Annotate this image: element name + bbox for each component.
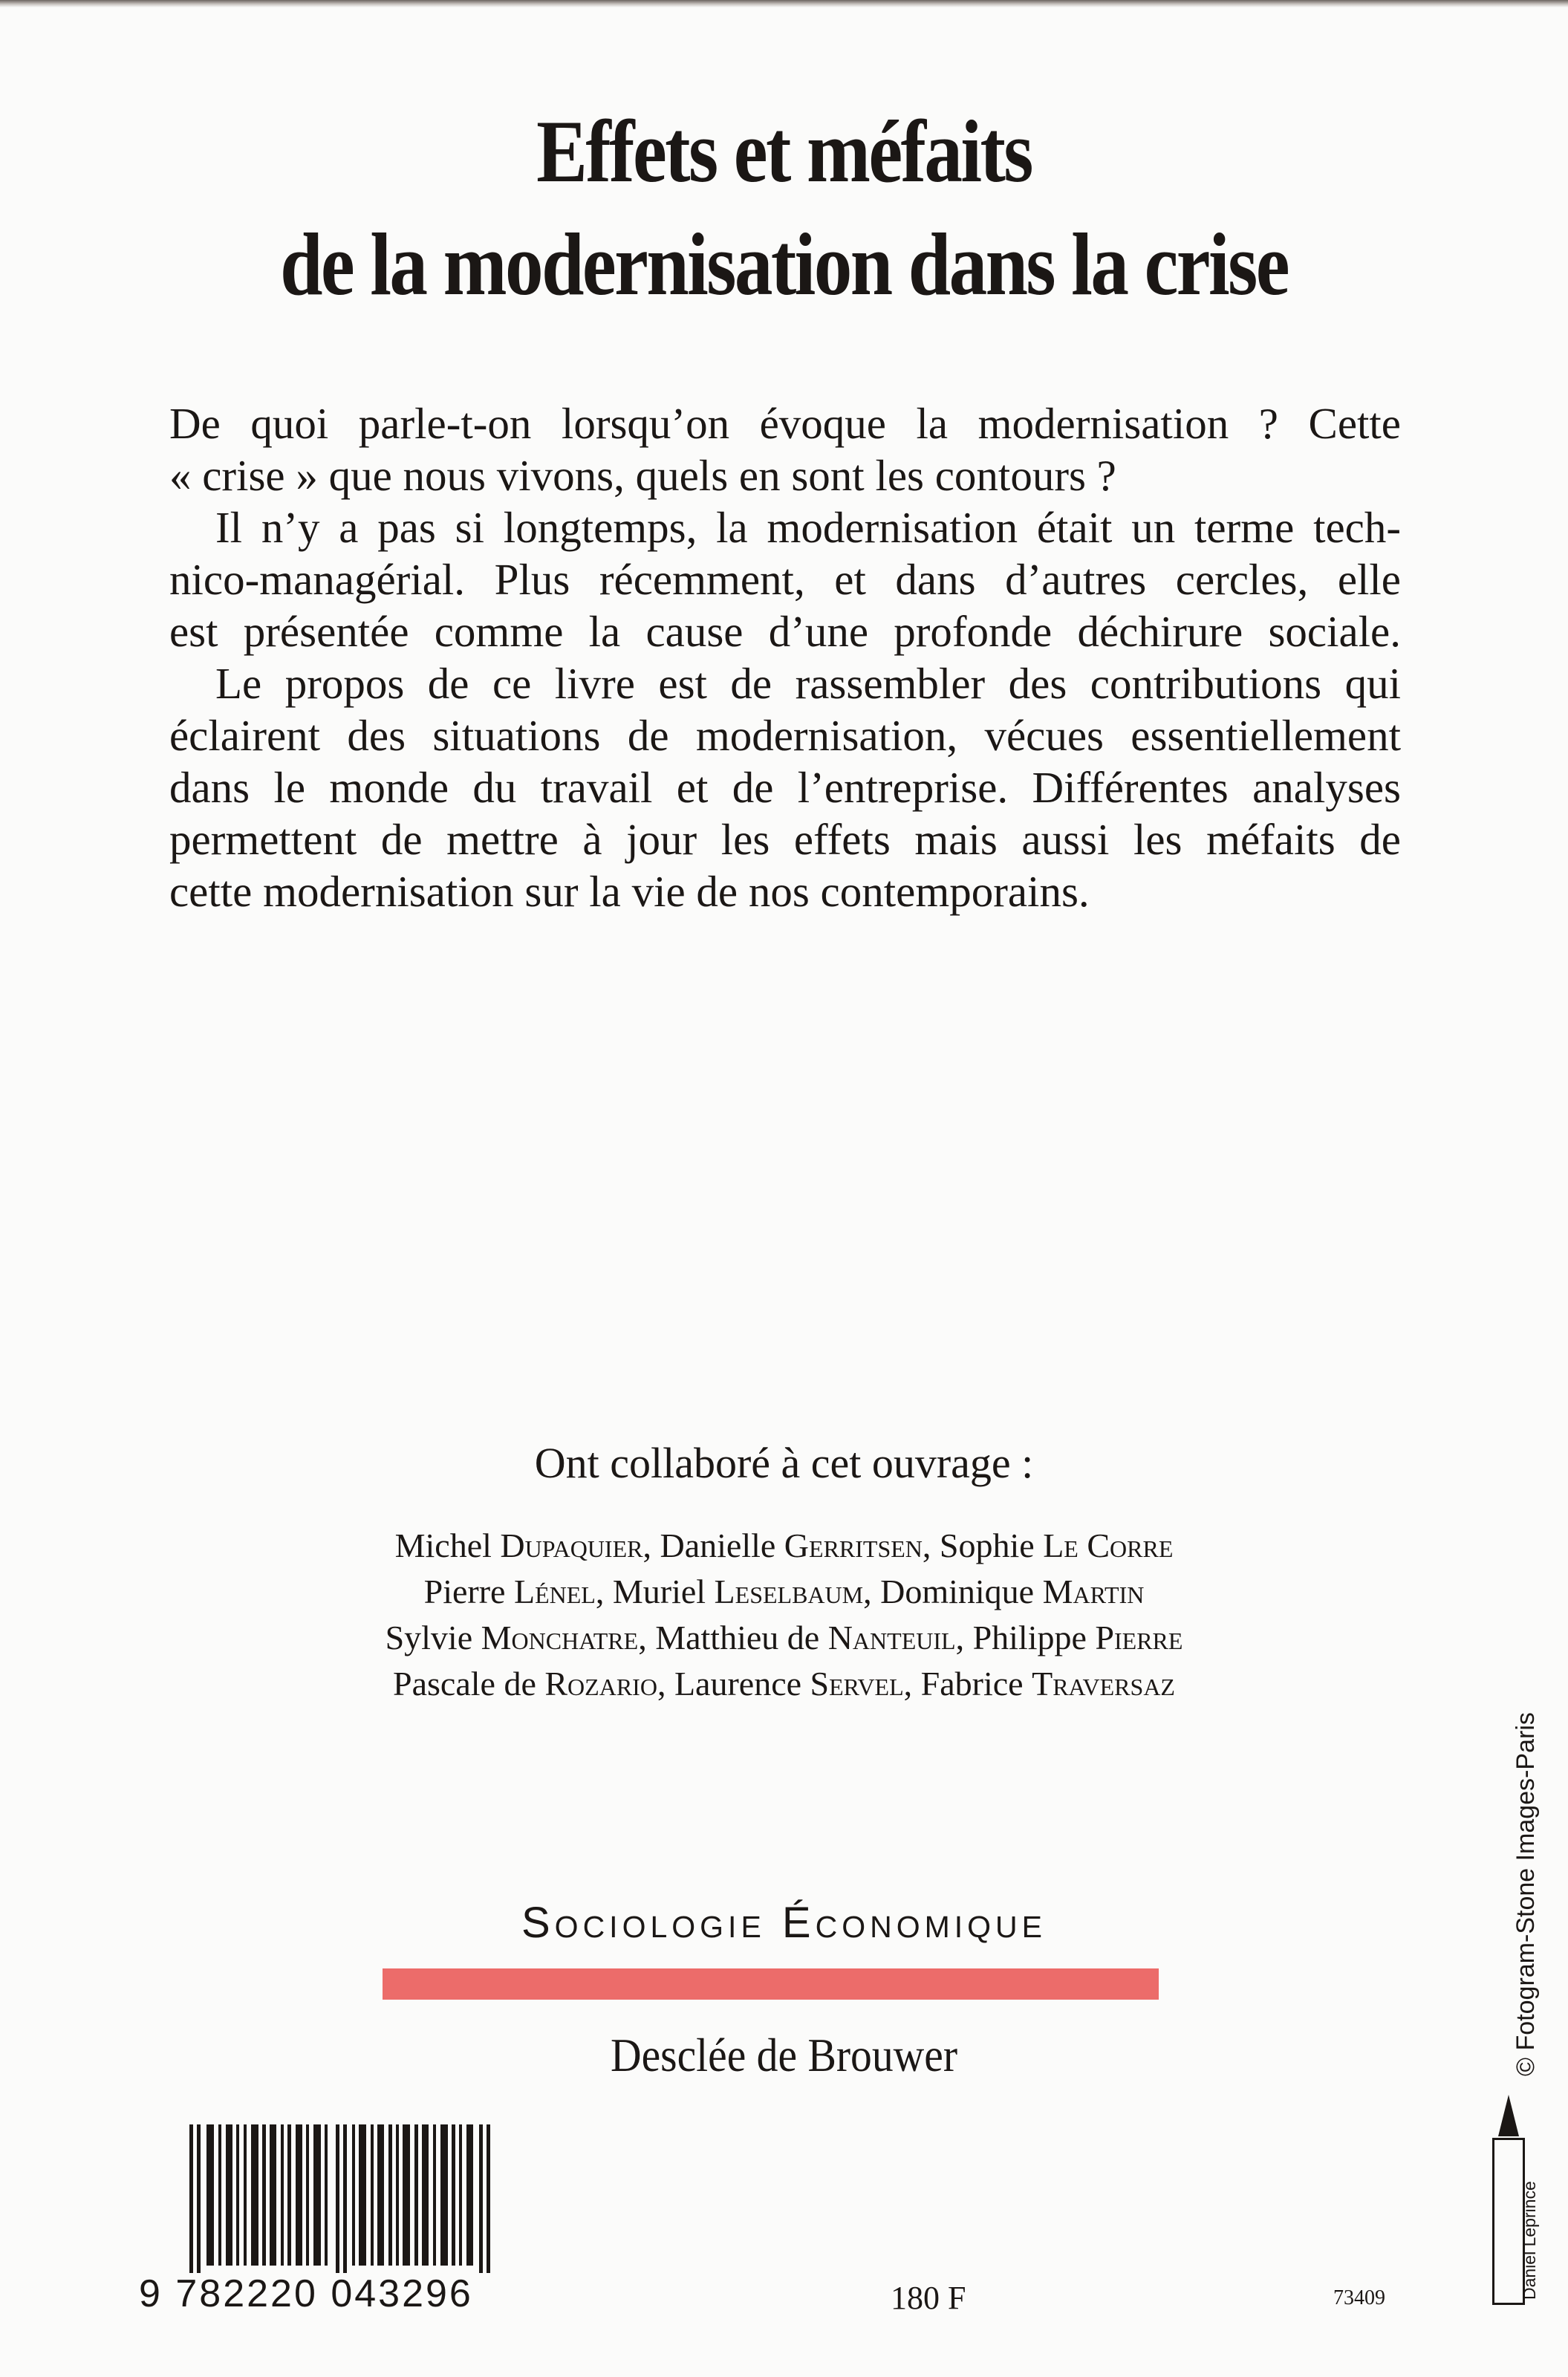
contributor-first-name: Muriel [612, 1573, 706, 1610]
contributor-first-name: Sophie [939, 1526, 1035, 1564]
contributor-first-name: Dominique [880, 1573, 1035, 1610]
blurb-line: cette modernisation sur la vie de nos contemporains. [169, 867, 1090, 916]
blurb-line: éclairent des situations de modernisation, vécues essentiellement [169, 711, 1401, 760]
contributor-last-name: Martin [1042, 1573, 1145, 1610]
contributor-first-name: Pascale de [393, 1665, 536, 1703]
contributors-row: Michel Dupaquier, Danielle Gerritsen, Sophie Le Corre [394, 1526, 1174, 1564]
contributor-last-name: Servel [810, 1665, 904, 1703]
contributor-first-name: Laurence [674, 1665, 802, 1703]
contributor-last-name: Monchatre [481, 1619, 639, 1656]
photo-credit: © Fotogram-Stone Images-Paris [1512, 1712, 1540, 2076]
collaborators-heading: Ont collaboré à cet ouvrage : [534, 1439, 1034, 1487]
blurb-paragraph-3 [169, 657, 1401, 917]
blurb-line: nico-managérial. Plus récemment, et dans d’autres cercles, elle [169, 555, 1401, 604]
blurb-line: est présentée comme la cause d’une profonde déchirure sociale. [169, 607, 1401, 656]
contributor-last-name: Lénel [513, 1573, 596, 1610]
contributor-last-name: Dupaquier [500, 1526, 643, 1564]
contributor-last-name: Nanteuil [827, 1619, 956, 1656]
catalog-code: 73409 [1333, 2286, 1385, 2309]
blurb [169, 397, 1401, 917]
blurb-line: permettent de mettre à jour les effets mais aussi les méfaits de [169, 815, 1401, 864]
blurb-line: Il n’y a pas si longtemps, la modernisation était un terme tech- [215, 503, 1401, 552]
contributors-row: Pierre Lénel, Muriel Leselbaum, Dominique Martin [423, 1573, 1145, 1610]
collection-accent-bar [383, 1968, 1159, 2000]
blurb-paragraph-2 [169, 501, 1401, 657]
blurb-line: Le propos de ce livre est de rassembler des contributions qui [215, 659, 1401, 708]
contributor-first-name: Fabrice [920, 1665, 1024, 1703]
blurb-paragraph-1 [169, 397, 1401, 501]
price-label: 180 F [891, 2280, 966, 2316]
contributor-first-name: Danielle [660, 1526, 776, 1564]
collection-name: Sociologie Économique [521, 1899, 1047, 1947]
blurb-line: « crise » que nous vivons, quels en sont les contours ? [169, 451, 1116, 500]
designer-credit-box [1492, 2138, 1539, 2305]
cover-top-edge [0, 0, 1568, 7]
contributor-first-name: Matthieu de [655, 1619, 820, 1656]
contributor-last-name: Le Corre [1043, 1526, 1174, 1564]
contributors-list [0, 1523, 1568, 1707]
title-line-1: Effets et méfaits [536, 102, 1032, 201]
publisher-name: Desclée de Brouwer [611, 2029, 957, 2081]
contributor-last-name: Traversaz [1032, 1665, 1175, 1703]
designer-credit: Daniel Leprince [1520, 2181, 1539, 2300]
pencil-icon [1495, 2093, 1522, 2138]
contributor-last-name: Leselbaum [714, 1573, 864, 1610]
contributors-row: Pascale de Rozario, Laurence Servel, Fabrice Traversaz [393, 1665, 1175, 1703]
contributor-first-name: Michel [394, 1526, 492, 1564]
barcode-digits: 9 782220 043296 [139, 2272, 473, 2315]
book-title [0, 95, 1568, 321]
title-line-2: de la modernisation dans la crise [280, 215, 1288, 313]
contributor-last-name: Gerritsen [784, 1526, 923, 1564]
contributor-first-name: Sylvie [385, 1619, 473, 1656]
contributor-last-name: Pierre [1095, 1619, 1183, 1656]
contributor-first-name: Pierre [423, 1573, 506, 1610]
contributors-row: Sylvie Monchatre, Matthieu de Nanteuil, Philippe Pierre [385, 1619, 1183, 1656]
blurb-line: dans le monde du travail et de l’entreprise. Différentes analyses [169, 763, 1401, 812]
blurb-line: De quoi parle-t-on lorsqu’on évoque la modernisation ? Cette [169, 399, 1401, 448]
contributor-last-name: Rozario [544, 1665, 657, 1703]
contributor-first-name: Philippe [972, 1619, 1087, 1656]
